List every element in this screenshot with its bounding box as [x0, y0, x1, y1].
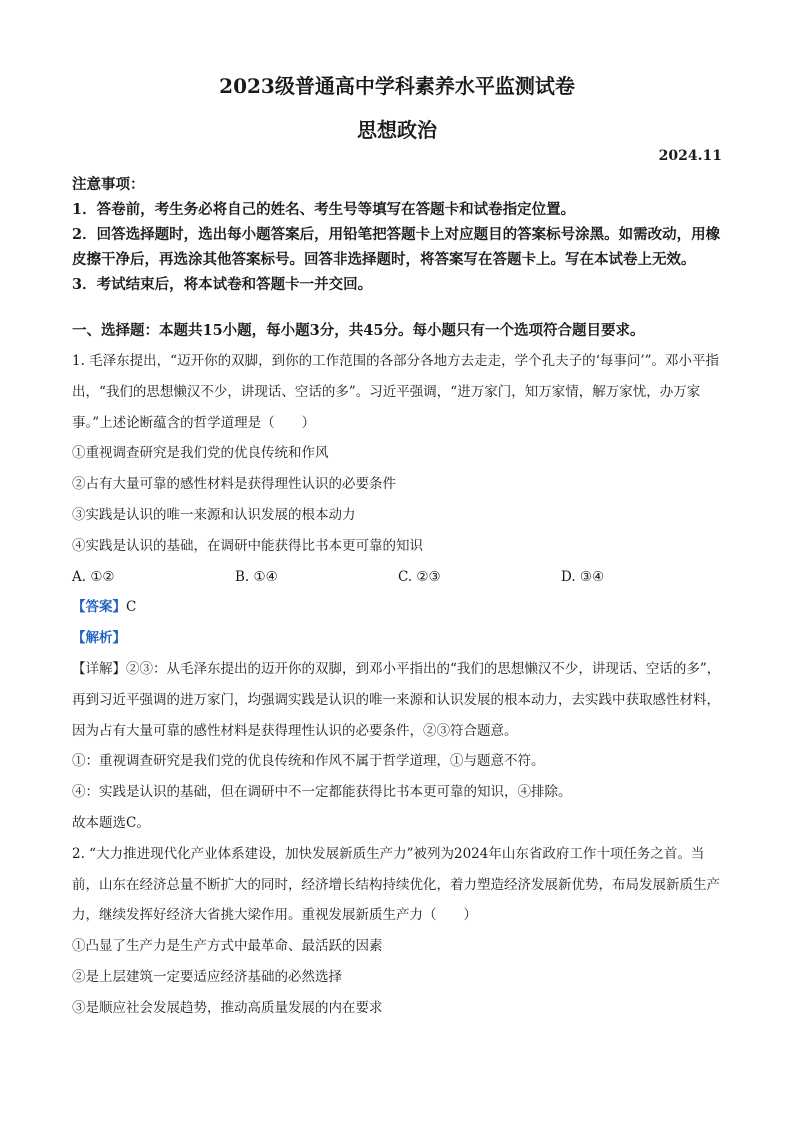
q1-statement: ②占有大量可靠的感性材料是获得理性认识的必要条件 — [72, 476, 396, 493]
q1-detail — [72, 654, 724, 746]
q1-detail-line: ①：重视调查研究是我们党的优良传统和作风不属于哲学道理，①与题意不符。 — [72, 753, 545, 770]
q2-stem: 2. “大力推进现代化产业体系建设，加快发展新质生产力”被列为2024年山东省政府工作十项任务之首。当前，山东在经济总量不断扩大的同时，经济增长结构持续优化，着力塑造经济发展新优势，布局发展新质生产力，继续发挥好经济大省挑大梁作用。重视发展新质生产力（ ） — [72, 845, 720, 924]
answer-value: C — [126, 599, 137, 616]
questions-body — [72, 346, 724, 1024]
q1-option-c: C. ②③ — [398, 568, 441, 585]
q1-statement: ③实践是认识的唯一来源和认识发展的根本动力 — [72, 506, 356, 523]
notice-heading: 注意事项： — [72, 176, 145, 193]
q1-statement: ④实践是认识的基础，在调研中能获得比书本更可靠的知识 — [72, 537, 423, 554]
notice-item: 3．考试结束后，将本试卷和答题卡一并交回。 — [72, 276, 373, 293]
notice-block — [72, 172, 724, 297]
q1-option-d: D. ③④ — [561, 568, 605, 585]
exam-title: 2023级普通高中学科素养水平监测试卷 — [219, 74, 575, 98]
analysis-tag: 【解析】 — [72, 630, 126, 647]
q2-statement: ②是上层建筑一定要适应经济基础的必然选择 — [72, 968, 342, 985]
detail-text: ②③：从毛泽东提出的迈开你的双脚，到邓小平指出的“我们的思想懒汉不少，讲现话、空话的多”，再到习近平强调的进万家门，均强调实践是认识的唯一来源和认识发展的根本动力，去实践中获取感性材料，因为占有大量可靠的感性材料是获得理性认识的必要条件，②③符合题意。 — [72, 660, 721, 739]
q1-answer — [72, 592, 724, 623]
q1-options — [72, 562, 724, 593]
q2-statement: ③是顺应社会发展趋势，推动高质量发展的内在要求 — [72, 999, 383, 1016]
q1-stem: 1. 毛泽东提出，“迈开你的双脚，到你的工作范围的各部分各地方去走走，学个孔夫子的‘每事问’”。邓小平指出，“我们的思想懒汉不少，讲现话、空话的多”。习近平强调，“进万家门，知万家情，解万家忧，办万家事。”上述论断蕴含的哲学道理是（ ） — [72, 353, 720, 431]
detail-tag: 【详解】 — [72, 660, 126, 677]
section-heading: 一、选择题：本题共15小题，每小题3分，共45分。每小题只有一个选项符合题目要求。 — [72, 322, 645, 339]
q1-option-a: A. ①② — [72, 568, 115, 585]
q1-detail-line: ④：实践是认识的基础，但在调研中不一定都能获得比书本更可靠的知识，④排除。 — [72, 784, 572, 801]
q1-option-b: B. ①④ — [235, 568, 278, 585]
q1-detail-line: 故本题选C。 — [72, 814, 150, 831]
subject-title: 思想政治 — [357, 118, 437, 142]
answer-tag: 【答案】 — [72, 599, 126, 616]
q1-statement: ①重视调查研究是我们党的优良传统和作风 — [72, 445, 329, 462]
q2-statement: ①凸显了生产力是生产方式中最革命、最活跃的因素 — [72, 938, 383, 955]
exam-date: 2024.11 — [658, 148, 722, 164]
notice-item: 2．回答选择题时，选出每小题答案后，用铅笔把答题卡上对应题目的答案标号涂黑。如需改动，用橡皮擦干净后，再选涂其他答案标号。回答非选择题时，将答案写在答题卡上。写在本试卷上无效。 — [72, 226, 721, 268]
q1-analysis — [72, 623, 724, 654]
notice-item: 1．答卷前，考生务必将自己的姓名、考生号等填写在答题卡和试卷指定位置。 — [72, 201, 576, 218]
